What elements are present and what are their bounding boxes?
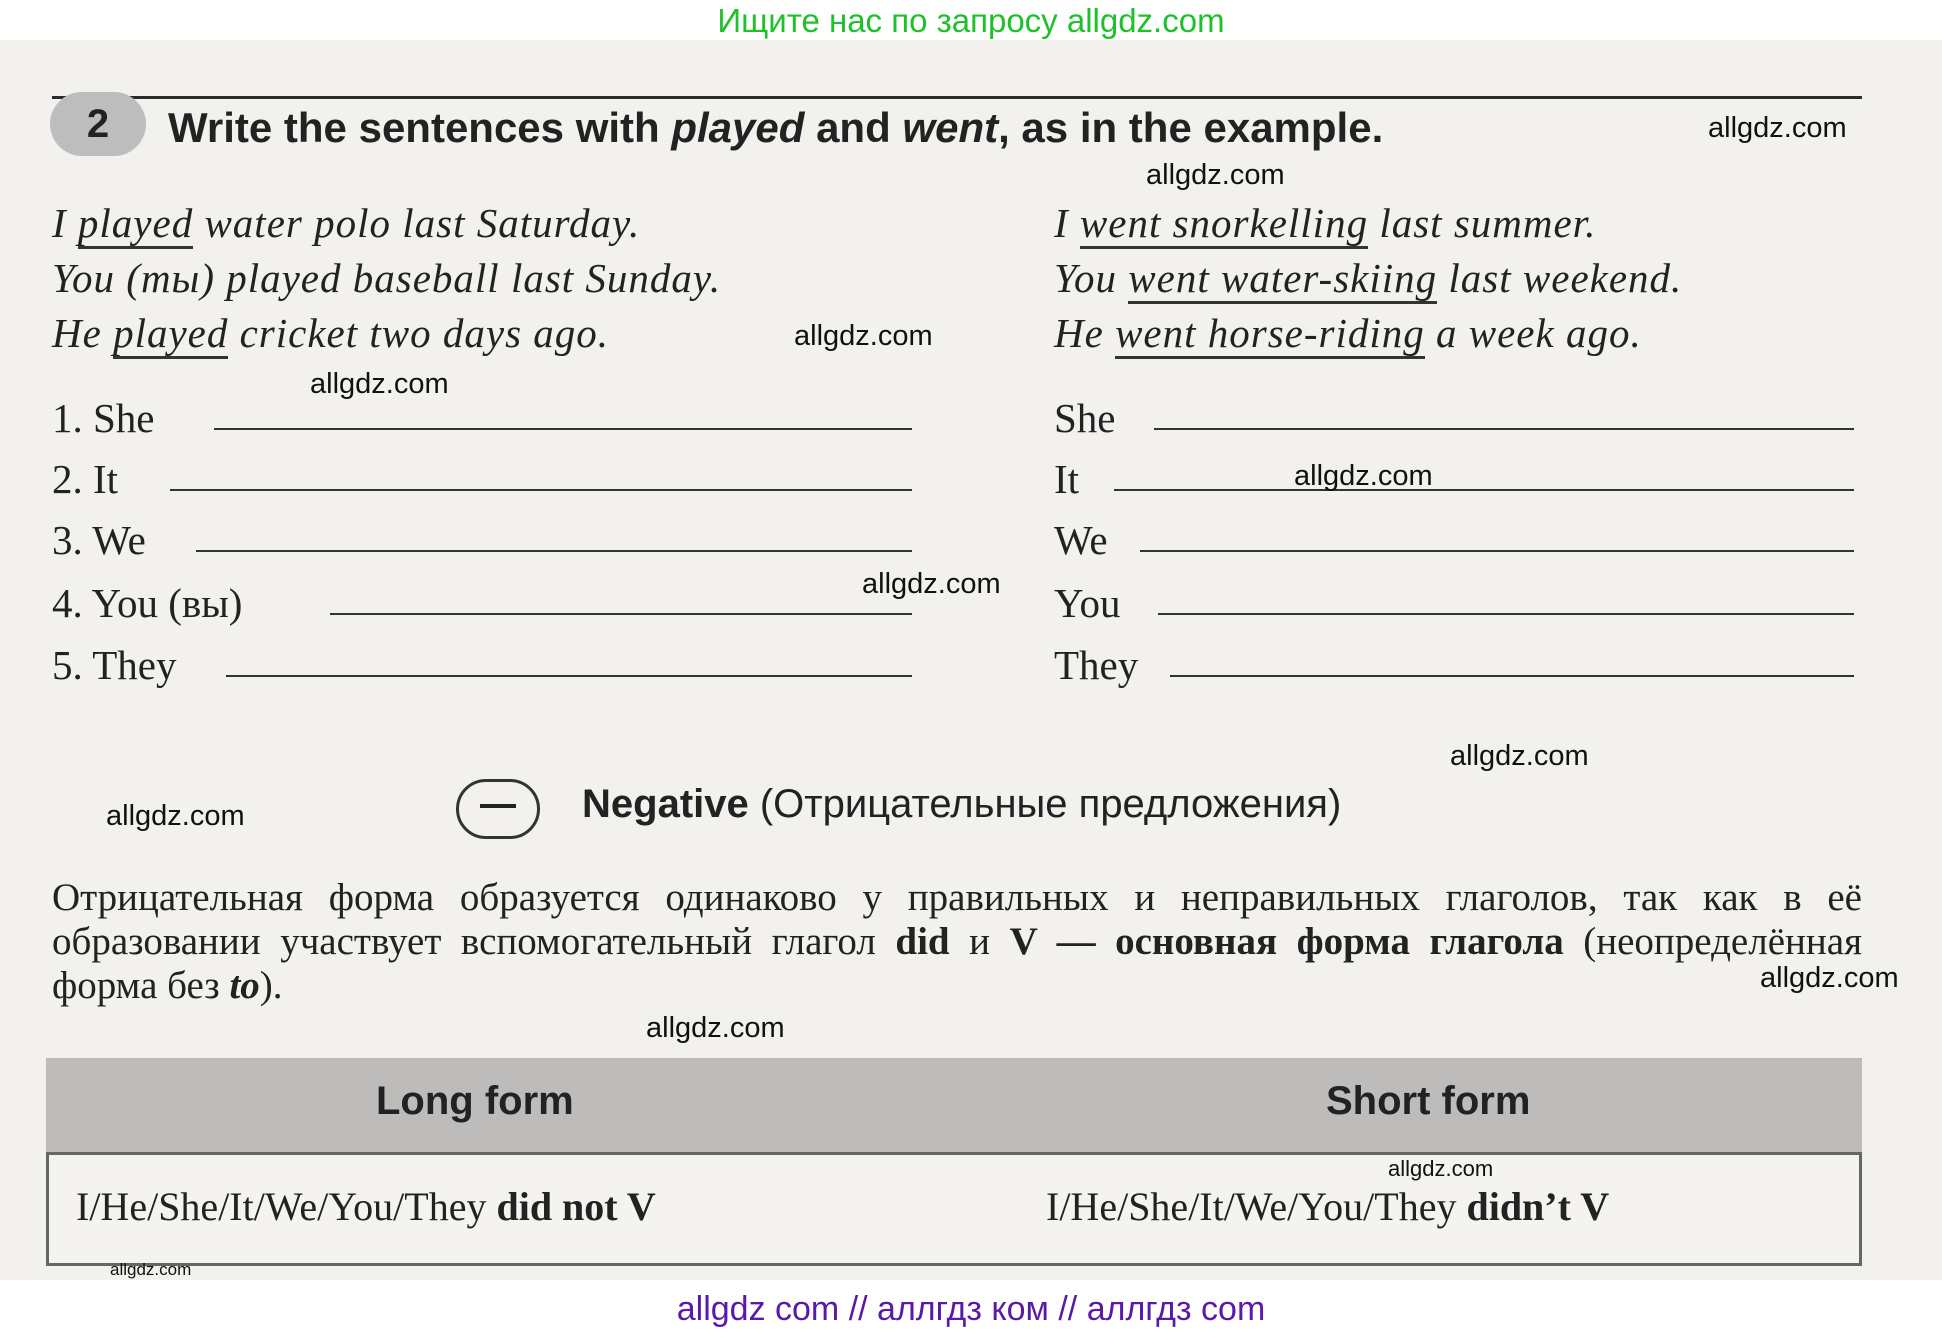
minus-circle-icon — [456, 779, 540, 839]
negative-rule-paragraph: Отрицательная форма образуется одинаково у правильных и неправильных глаголов, так как в её образовании участвует вспомогательный глагол did и V — основная форма глагола (неопределённая форма без to). — [52, 876, 1863, 1007]
item-left-4: 4. You (вы) — [52, 580, 243, 626]
exercise-instruction: Write the sentences with played and went, as in the example. — [168, 104, 1384, 151]
answer-line — [226, 675, 912, 677]
watermark: allgdz.com — [310, 368, 449, 400]
table-header — [46, 1058, 1862, 1152]
item-right-5: They — [1054, 642, 1139, 688]
watermark: allgdz.com — [1708, 112, 1847, 144]
answer-line — [1170, 675, 1854, 677]
watermark: allgdz.com — [1388, 1156, 1494, 1181]
table-cell-long-form: I/He/She/It/We/You/They did not V — [76, 1184, 656, 1229]
watermark: allgdz.com — [1294, 460, 1433, 492]
item-right-2: It — [1054, 456, 1080, 502]
table-header-short-form: Short form — [1326, 1079, 1531, 1123]
item-left-3: 3. We — [52, 517, 146, 563]
example-left-1: I played water polo last Saturday. — [52, 199, 640, 247]
table-cell-short-form: I/He/She/It/We/You/They didn’t V — [1046, 1184, 1610, 1229]
answer-line — [214, 428, 912, 430]
exercise-number: 2 — [86, 102, 110, 146]
answer-line — [196, 550, 912, 552]
table-header-long-form: Long form — [376, 1079, 574, 1123]
item-left-5: 5. They — [52, 642, 177, 688]
watermark: allgdz.com — [794, 320, 933, 352]
answer-line — [1154, 428, 1854, 430]
watermark: allgdz.com — [106, 800, 245, 832]
answer-line — [330, 613, 912, 615]
item-left-1: 1. She — [52, 395, 155, 441]
item-left-2: 2. It — [52, 456, 119, 502]
item-right-1: She — [1054, 395, 1116, 441]
watermark: allgdz.com — [110, 1260, 192, 1279]
watermark: allgdz.com — [1146, 159, 1285, 191]
watermark: allgdz.com — [1450, 740, 1589, 772]
minus-icon — [480, 804, 516, 808]
header-rule — [52, 96, 1862, 99]
watermark: allgdz.com — [1760, 962, 1899, 994]
search-banner: Ищите нас по запросу allgdz.com — [717, 2, 1225, 39]
footer-links: allgdz com // аллгдз ком // аллгдз com — [676, 1290, 1266, 1328]
item-right-4: You — [1054, 580, 1121, 626]
answer-line — [170, 489, 912, 491]
watermark: allgdz.com — [646, 1012, 785, 1044]
negative-heading: Negative (Отрицательные предложения) — [582, 782, 1342, 826]
example-right-1: I went snorkelling last summer. — [1054, 199, 1596, 247]
answer-line — [1140, 550, 1854, 552]
answer-line — [1158, 613, 1854, 615]
example-left-2: You (ты) played baseball last Sunday. — [52, 255, 722, 301]
example-right-3: He went horse-riding a week ago. — [1054, 309, 1642, 357]
example-right-2: You went water-skiing last weekend. — [1054, 254, 1682, 302]
example-left-3: He played cricket two days ago. — [52, 309, 609, 357]
item-right-3: We — [1054, 517, 1108, 563]
answer-line — [1114, 489, 1854, 491]
watermark: allgdz.com — [862, 568, 1001, 600]
